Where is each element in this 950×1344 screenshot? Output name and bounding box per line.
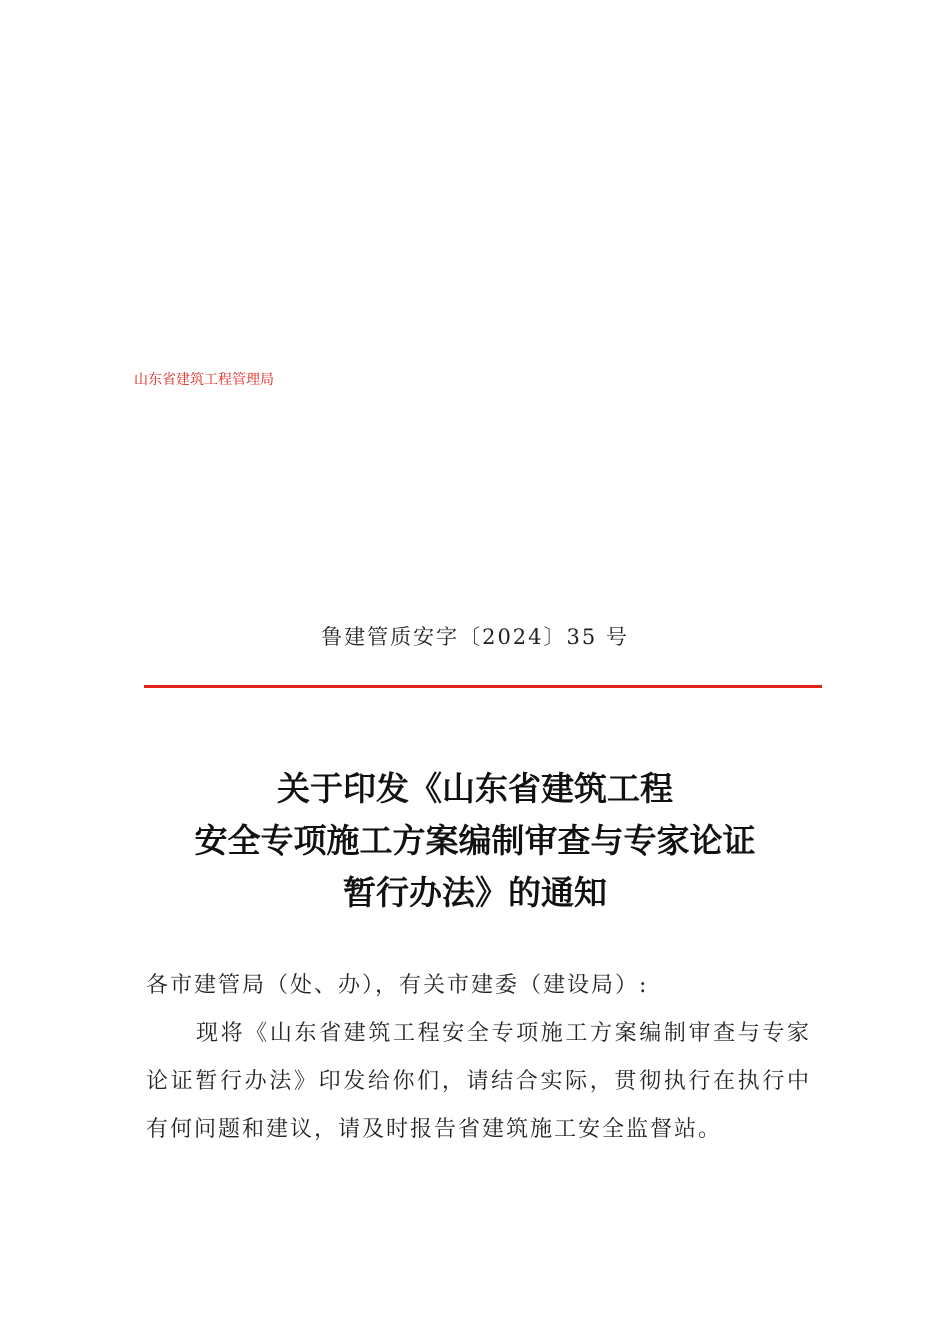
title-line-1: 关于印发《山东省建筑工程 bbox=[277, 769, 673, 808]
notice-title bbox=[0, 763, 950, 919]
document-number: 鲁建管质安字〔2024〕35 号 bbox=[321, 625, 629, 649]
red-divider bbox=[144, 685, 822, 688]
title-line-2: 安全专项施工方案编制审查与专家论证 bbox=[194, 821, 756, 860]
body-paragraph: 现将《山东省建筑工程安全专项施工方案编制审查与专家论证暂行办法》印发给你们，请结合实际，贯彻执行在执行中有何问题和建议，请及时报告省建筑施工安全监督站。 bbox=[146, 1021, 811, 1142]
notice-body bbox=[146, 962, 811, 1154]
title-line-3: 暂行办法》的通知 bbox=[343, 873, 607, 912]
salutation: 各市建管局（处、办），有关市建委（建设局）: bbox=[146, 973, 649, 998]
issuer-label: 山东省建筑工程管理局 bbox=[134, 372, 274, 388]
